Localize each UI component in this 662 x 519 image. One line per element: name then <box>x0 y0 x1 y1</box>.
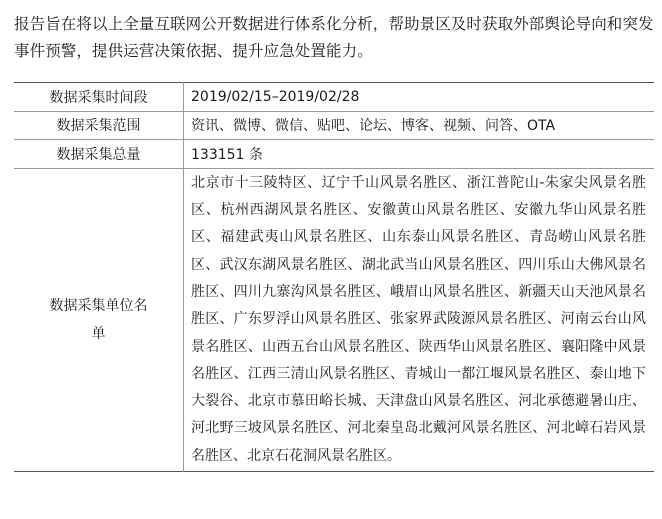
row-label-units: 数据采集单位名单 <box>49 297 148 342</box>
row-value-units: 北京市十三陵特区、辽宁千山风景名胜区、浙江普陀山-朱家尖风景名胜区、杭州西湖风景名胜区、安徽黄山风景名胜区、安徽九华山风景名胜区、福建武夷山风景名胜区、山东泰山风景名胜区、青岛崂山风景名胜区、武汉东湖风景名胜区、湖北武当山风景名胜区、四川乐山大佛风景名胜区、四川九寨沟风景名胜区、峨眉山风景名胜区、新疆天山天池风景名胜区、广东罗浮山风景名胜区、张家界武陵源风景名胜区、河南云台山风景名胜区、山西五台山风景名胜区、陕西华山风景名胜区、襄阳隆中风景名胜区、江西三清山风景名胜区、青城山一都江堰风景名胜区、泰山地下大裂谷、北京市慕田峪长城、天津盘山风景名胜区、河北承德避暑山庄、河北野三坡风景名胜区、河北秦皇岛北戴河风景名胜区、河北嶂石岩风景名胜区、北京石花洞风景名胜区。 <box>191 174 646 464</box>
table-row-total <box>14 140 654 169</box>
intro-paragraph: 报告旨在将以上全量互联网公开数据进行体系化分析，帮助景区及时获取外部舆论导向和突发事件预警，提供运营决策依据、提升应急处置能力。 <box>14 15 654 60</box>
row-label-total: 数据采集总量 <box>14 140 184 169</box>
row-label-period: 数据采集时间段 <box>14 83 184 112</box>
table-row-period <box>14 83 654 112</box>
data-collection-table <box>14 82 654 472</box>
row-value-period: 2019/02/15–2019/02/28 <box>191 88 360 105</box>
row-value-total: 133151 条 <box>191 146 263 163</box>
table-row-units <box>14 168 654 471</box>
row-label-units-cell <box>14 168 184 471</box>
row-label-scope: 数据采集范围 <box>14 111 184 140</box>
table-row-scope <box>14 111 654 140</box>
row-value-scope: 资讯、微博、微信、贴吧、论坛、博客、视频、问答、OTA <box>191 118 556 135</box>
